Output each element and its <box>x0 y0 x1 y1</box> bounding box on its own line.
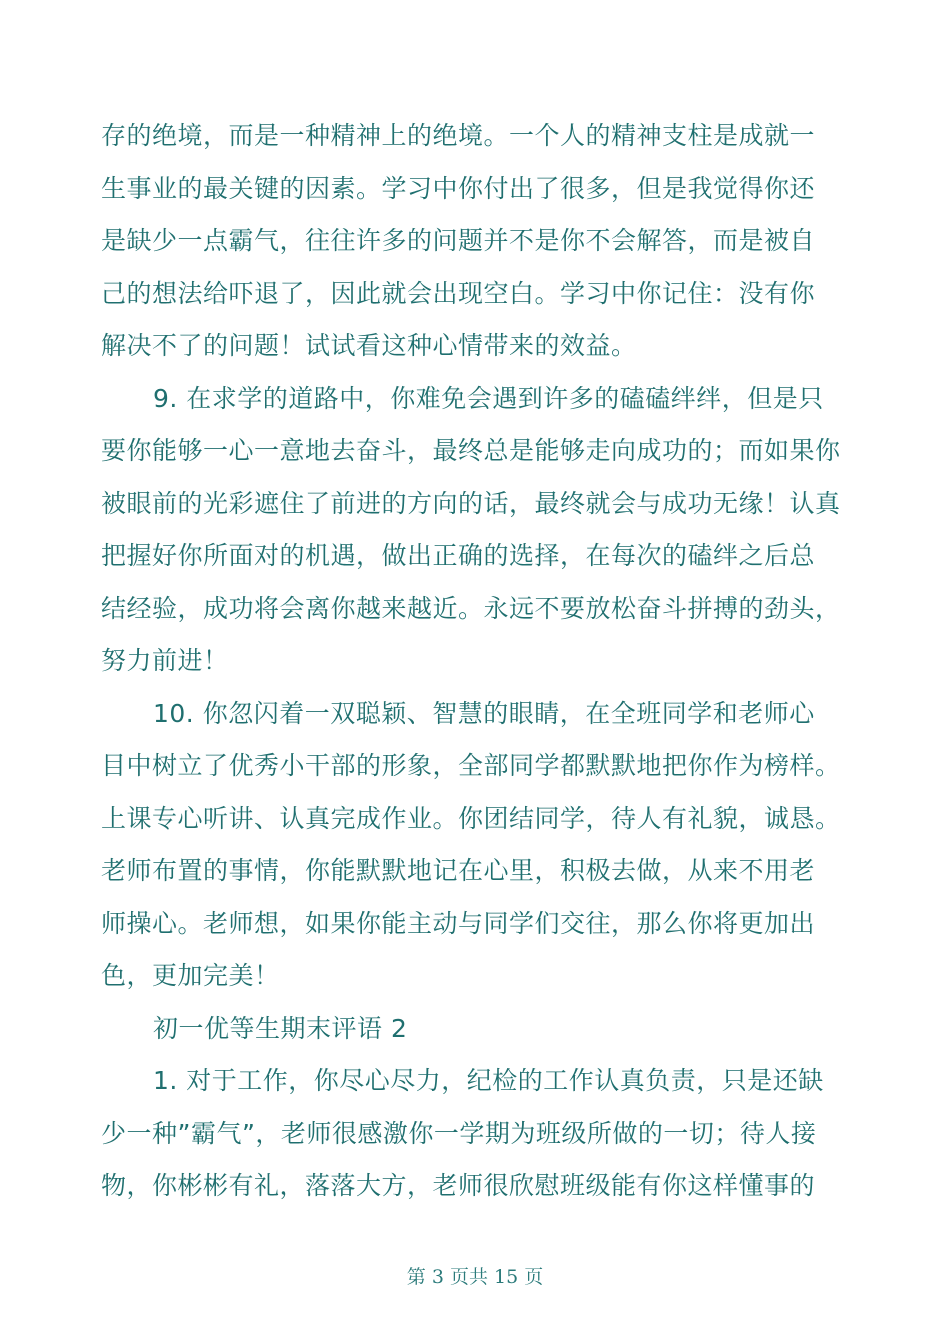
text-line: 己的想法给吓退了，因此就会出现空白。学习中你记住：没有你 <box>101 278 816 308</box>
section-heading: 初一优等生期末评语 2 <box>153 1013 408 1043</box>
text-line: 上课专心听讲、认真完成作业。你团结同学，待人有礼貌，诚恳。 <box>101 803 841 833</box>
text-line: 被眼前的光彩遮住了前进的方向的话，最终就会与成功无缘！认真 <box>101 488 841 518</box>
text-line: 是缺少一点霸气，往往许多的问题并不是你不会解答，而是被自 <box>101 226 816 255</box>
text-line: 物，你彬彬有礼，落落大方，老师很欣慰班级能有你这样懂事的 <box>101 1171 816 1200</box>
text-line: 结经验，成功将会离你越来越近。永远不要放松奋斗拼搏的劲头， <box>101 593 841 623</box>
document-body <box>101 110 851 1213</box>
text-line: 解决不了的问题！试试看这种心情带来的效益。 <box>101 331 637 360</box>
text-line: 存的绝境，而是一种精神上的绝境。一个人的精神支柱是成就一 <box>101 121 816 150</box>
text-line: 把握好你所面对的机遇，做出正确的选择，在每次的磕绊之后总 <box>101 541 816 570</box>
text-line: 努力前进！ <box>101 646 229 675</box>
text-line: 色，更加完美！ <box>101 961 280 990</box>
paragraph-10-start: 10. 你忽闪着一双聪颖、智慧的眼睛，在全班同学和老师心 <box>153 698 815 728</box>
text-line: 老师布置的事情，你能默默地记在心里，积极去做，从来不用老 <box>101 856 816 885</box>
text-line: 生事业的最关键的因素。学习中你付出了很多，但是我觉得你还 <box>101 173 816 203</box>
text-line: 目中树立了优秀小干部的形象，全部同学都默默地把你作为榜样。 <box>101 751 841 780</box>
text-line: 师操心。老师想，如果你能主动与同学们交往，那么你将更加出 <box>101 908 816 938</box>
page-footer: 第 3 页共 15 页 <box>406 1266 544 1288</box>
text-line: 少一种”霸气”，老师很感激你一学期为班级所做的一切；待人接 <box>101 1118 817 1148</box>
paragraph-9-start: 9. 在求学的道路中，你难免会遇到许多的磕磕绊绊，但是只 <box>153 383 824 413</box>
paragraph-1-start: 1. 对于工作，你尽心尽力，纪检的工作认真负责，只是还缺 <box>153 1066 824 1095</box>
text-line: 要你能够一心一意地去奋斗，最终总是能够走向成功的；而如果你 <box>101 436 841 465</box>
